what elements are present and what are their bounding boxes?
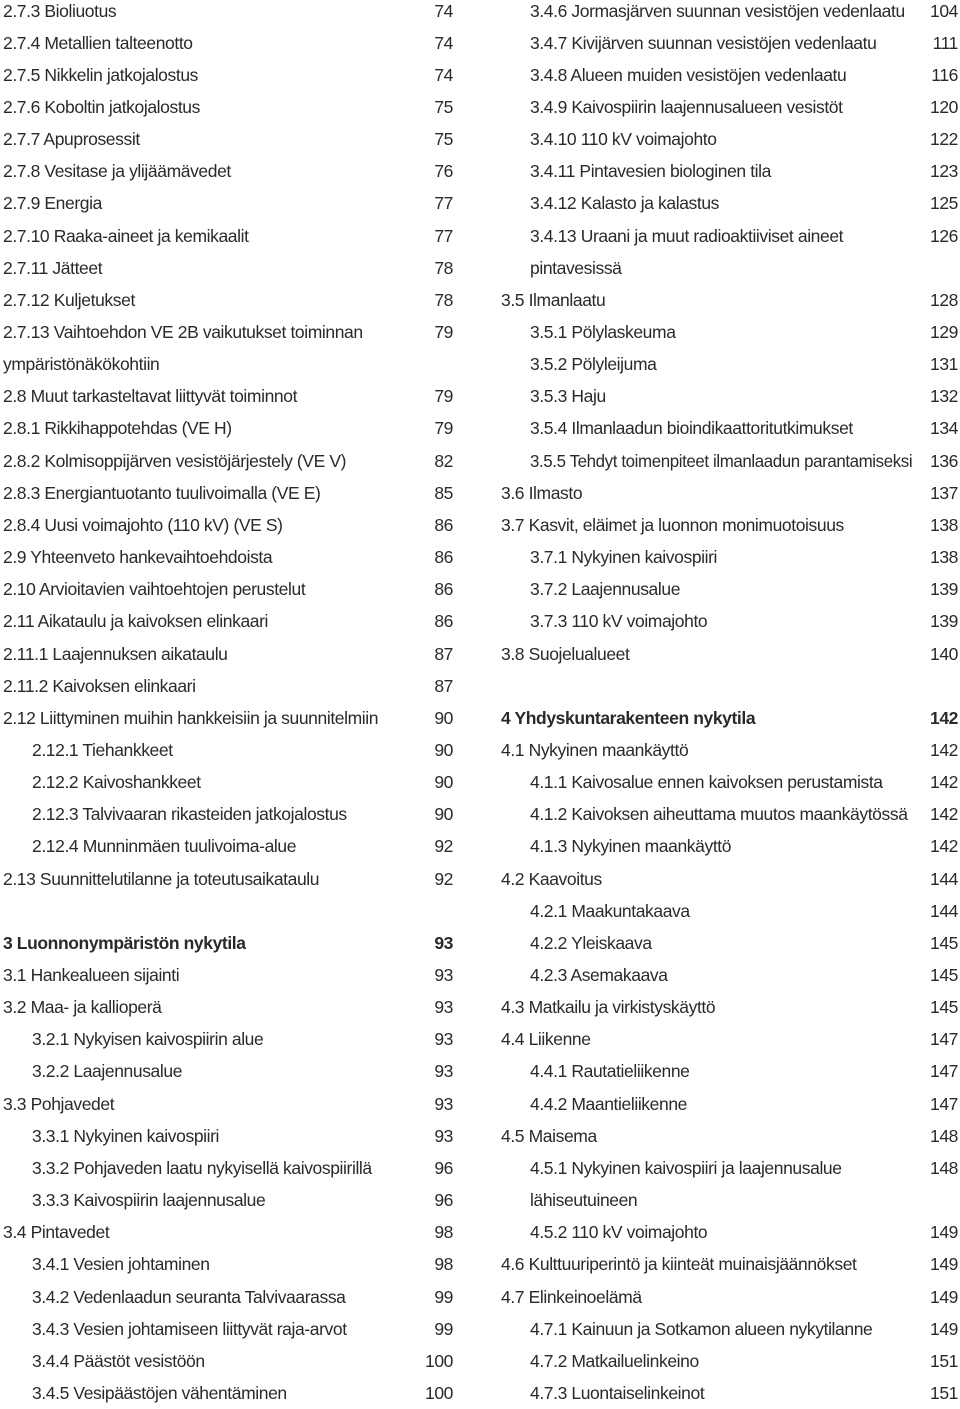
toc-entry-title: 4.2 Kaavoitus [501,868,602,889]
toc-entry-title: 3.5.5 Tehdyt toimenpiteet ilmanlaadun parantamiseksi [530,450,913,471]
toc-entry[interactable] [3,1088,453,1120]
toc-entry-page-number: 74 [434,32,453,53]
toc-entry-page-number: 145 [930,932,958,953]
toc-entry-title: lähiseutuineen [530,1190,638,1211]
toc-entry-page-number: 99 [434,1318,453,1339]
toc-entry[interactable] [3,91,453,123]
toc-entry-page-number: 120 [930,96,958,117]
toc-entry[interactable] [501,1313,958,1345]
toc-entry[interactable] [3,1345,453,1377]
toc-entry-title: 3.8 Suojelualueet [501,643,630,664]
toc-entry-title: 3.3.2 Pohjaveden laatu nykyisellä kaivospiirillä [32,1157,372,1178]
toc-entry-title: 2.8.1 Rikkihappotehdas (VE H) [3,418,232,439]
toc-entry-page-number: 138 [930,547,958,568]
toc-entry-page-number: 144 [930,900,958,921]
toc-entry[interactable] [3,284,453,316]
toc-entry[interactable] [3,1055,453,1087]
toc-entry[interactable] [501,1152,958,1184]
toc-entry-title: 2.7.6 Koboltin jatkojalostus [3,96,200,117]
toc-entry-title: 3.7.3 110 kV voimajohto [530,611,708,632]
toc-entry[interactable] [3,670,453,702]
toc-entry-title: 3.3.1 Nykyinen kaivospiiri [32,1125,220,1146]
toc-entry-page-number: 82 [434,450,453,471]
toc-entry[interactable] [3,220,453,252]
toc-entry[interactable] [3,702,453,734]
toc-entry-continuation[interactable] [3,348,453,380]
toc-entry[interactable] [501,1377,958,1409]
toc-entry-title: 4.4 Liikenne [501,1029,591,1050]
toc-entry-page-number: 148 [930,1125,958,1146]
toc-entry-title: 3.3.3 Kaivospiirin laajennusalue [32,1190,266,1211]
toc-entry-page-number: 151 [930,1350,958,1371]
toc-entry[interactable] [3,605,453,637]
toc-entry[interactable] [501,638,958,670]
toc-entry-title: 2.7.5 Nikkelin jatkojalostus [3,64,199,85]
toc-entry-continuation[interactable] [501,252,958,284]
toc-entry-title: 4.1 Nykyinen maankäyttö [501,739,689,760]
toc-entry[interactable] [501,284,958,316]
toc-entry-title: 2.13 Suunnittelutilanne ja toteutusaikataulu [3,868,320,889]
toc-entry[interactable] [501,412,958,444]
toc-entry-title: 3.1 Hankealueen sijainti [3,965,180,985]
toc-entry[interactable] [501,702,958,734]
toc-entry-title: 3.5.4 Ilmanlaadun bioindikaattoritutkimukset [530,418,853,439]
toc-entry[interactable] [3,959,453,991]
toc-entry-title: 4.4.2 Maantieliikenne [530,1093,687,1114]
toc-entry-title: 2.12.1 Tiehankkeet [32,739,173,760]
toc-entry-title: ympäristönäkökohtiin [3,354,160,375]
toc-entry[interactable] [501,541,958,573]
toc-entry-page-number: 96 [434,1190,453,1211]
toc-entry[interactable] [501,187,958,219]
toc-entry[interactable] [3,991,453,1023]
toc-entry-page-number: 78 [434,257,453,278]
toc-entry-page-number: 78 [434,289,453,310]
toc-entry-page-number: 111 [932,32,958,53]
toc-entry-title: 3.5.3 Haju [530,386,606,407]
toc-entry-page-number: 77 [434,193,453,214]
toc-entry-title: 2.12.3 Talvivaaran rikasteiden jatkojalostus [32,804,347,825]
toc-entry-page-number: 86 [434,611,453,632]
toc-entry-title: 4.3 Matkailu ja virkistyskäyttö [501,997,716,1018]
toc-entry[interactable] [3,477,453,509]
toc-entry[interactable] [3,0,453,27]
toc-entry-title: 3.2 Maa- ja kallioperä [3,997,162,1018]
toc-entry-page-number: 93 [434,932,453,953]
toc-entry[interactable] [501,220,958,252]
toc-entry[interactable] [3,316,453,348]
toc-entry[interactable] [3,863,453,895]
toc-entry[interactable] [501,991,958,1023]
toc-entry[interactable] [501,316,958,348]
toc-entry-title: 2.7.13 Vaihtoehdon VE 2B vaikutukset toiminnan [3,322,363,342]
toc-entry[interactable] [501,959,958,991]
toc-entry[interactable] [3,1248,453,1280]
toc-entry-title: 2.9 Yhteenveto hankevaihtoehdoista [3,547,273,568]
toc-entry-page-number: 77 [434,225,453,246]
toc-entry[interactable] [3,252,453,284]
toc-entry[interactable] [501,605,958,637]
toc-entry-page-number: 142 [930,707,958,728]
toc-entry-page-number: 149 [930,1286,958,1307]
toc-entry[interactable] [3,1184,453,1216]
toc-entry-title: 3.4.10 110 kV voimajohto [530,129,717,150]
toc-entry-title: 4.2.2 Yleiskaava [530,932,652,953]
toc-entry-page-number: 98 [434,1222,453,1243]
toc-entry-title: 3 Luonnonympäristön nykytila [3,932,246,953]
toc-entry-title: 4.7.2 Matkailuelinkeino [530,1350,699,1371]
toc-entry[interactable] [3,509,453,541]
toc-entry-title: 3.5 Ilmanlaatu [501,289,606,310]
toc-entry[interactable] [501,59,958,91]
toc-entry-page-number: 145 [930,965,958,985]
toc-entry-title: 2.7.3 Bioliuotus [3,0,117,21]
toc-entry-page-number: 149 [930,1222,958,1243]
toc-entry-title: 2.8 Muut tarkasteltavat liittyvät toiminnot [3,386,298,407]
toc-entry-page-number: 144 [930,868,958,889]
toc-entry[interactable] [3,798,453,830]
toc-entry-title: 4.5.2 110 kV voimajohto [530,1222,708,1243]
toc-entry-title: 4.2.3 Asemakaava [530,965,668,985]
toc-entry[interactable] [3,830,453,862]
toc-entry-title: 3.2.1 Nykyisen kaivospiirin alue [32,1029,264,1050]
toc-entry-title: 2.7.4 Metallien talteenotto [3,32,193,53]
toc-entry-title: 3.4.2 Vedenlaadun seuranta Talvivaarassa [32,1286,346,1307]
toc-entry-page-number: 125 [930,193,958,214]
toc-entry[interactable] [3,1377,453,1409]
toc-entry-title: 3.4.6 Jormasjärven suunnan vesistöjen vedenlaatu [530,0,905,21]
toc-entry-title: 2.11 Aikataulu ja kaivoksen elinkaari [3,611,269,632]
toc-entry-page-number: 123 [930,161,958,182]
toc-entry-page-number: 136 [930,450,958,471]
toc-entry-title: 4.1.2 Kaivoksen aiheuttama muutos maankäytössä [530,804,908,825]
toc-entry-page-number: 104 [930,0,958,21]
toc-entry-title: 3.4.5 Vesipäästöjen vähentäminen [32,1382,287,1403]
toc-entry-page-number: 93 [434,1061,453,1082]
toc-entry-title: 4.5.1 Nykyinen kaivospiiri ja laajennusalue [530,1157,842,1178]
toc-entry-title: 3.7 Kasvit, eläimet ja luonnon monimuotoisuus [501,514,844,535]
toc-entry-title: 2.10 Arvioitavien vaihtoehtojen perustelut [3,579,306,600]
toc-entry[interactable] [3,59,453,91]
toc-entry-title: 4.7 Elinkeinoelämä [501,1286,642,1307]
toc-entry-page-number: 129 [930,322,958,342]
toc-entry-title: 2.7.11 Jätteet [3,257,103,278]
toc-entry-title: 3.4.3 Vesien johtamiseen liittyvät raja-arvot [32,1318,347,1339]
toc-entry-title: 3.4.9 Kaivospiirin laajennusalueen vesistöt [530,96,843,117]
toc-entry-page-number: 90 [434,739,453,760]
toc-entry-page-number: 131 [930,354,958,375]
toc-entry[interactable] [501,477,958,509]
toc-entry-page-number: 79 [434,386,453,407]
toc-entry[interactable] [501,573,958,605]
toc-entry[interactable] [3,155,453,187]
toc-entry-page-number: 92 [434,836,453,857]
toc-entry-page-number: 85 [434,482,453,503]
toc-entry-title: 3.4.8 Alueen muiden vesistöjen vedenlaatu [530,64,847,85]
toc-entry-page-number: 122 [930,129,958,150]
toc-entry-page-number: 137 [930,482,958,503]
toc-entry-page-number: 142 [930,772,958,793]
toc-entry[interactable] [501,123,958,155]
toc-entry[interactable] [3,766,453,798]
toc-entry[interactable] [3,734,453,766]
toc-entry-title: 2.7.7 Apuprosessit [3,129,140,150]
toc-entry-page-number: 149 [930,1318,958,1339]
toc-entry[interactable] [3,638,453,670]
toc-entry[interactable] [3,573,453,605]
toc-entry-page-number: 147 [930,1061,958,1082]
toc-entry-title: 4.2.1 Maakuntakaava [530,900,690,921]
toc-entry-title: 3.7.1 Nykyinen kaivospiiri [530,547,718,568]
toc-entry[interactable] [501,1248,958,1280]
toc-entry-page-number: 86 [434,514,453,535]
toc-entry-title: 2.7.9 Energia [3,193,102,214]
toc-entry[interactable] [501,895,958,927]
toc-entry-title: 3.3 Pohjavedet [3,1093,115,1114]
toc-entry-title: 2.7.12 Kuljetukset [3,289,135,310]
toc-entry[interactable] [3,1216,453,1248]
toc-entry-title: 2.7.10 Raaka-aineet ja kemikaalit [3,225,249,246]
toc-entry-page-number: 142 [930,804,958,825]
toc-entry-page-number: 90 [434,804,453,825]
toc-entry[interactable] [501,927,958,959]
toc-entry-page-number: 92 [434,868,453,889]
toc-entry[interactable] [501,863,958,895]
toc-entry[interactable] [3,541,453,573]
toc-entry-page-number: 75 [434,96,453,117]
toc-entry-page-number: 86 [434,579,453,600]
toc-entry-page-number: 93 [434,1125,453,1146]
toc-entry[interactable] [3,1281,453,1313]
toc-entry[interactable] [3,1120,453,1152]
toc-entry-page-number: 100 [425,1350,453,1371]
toc-entry[interactable] [501,0,958,27]
toc-entry-title: 3.4 Pintavedet [3,1222,110,1243]
toc-entry[interactable] [501,155,958,187]
toc-entry-page-number: 145 [930,997,958,1018]
toc-entry-page-number: 147 [930,1029,958,1050]
toc-entry-title: 3.4.11 Pintavesien biologinen tila [530,161,771,182]
toc-entry[interactable] [501,445,958,477]
toc-entry-page-number: 74 [434,64,453,85]
toc-entry-title: 3.5.1 Pölylaskeuma [530,322,676,342]
toc-entry-page-number: 139 [930,579,958,600]
toc-entry-title: 4.7.3 Luontaiselinkeinot [530,1382,705,1403]
toc-entry-page-number: 132 [930,386,958,407]
toc-entry-page-number: 93 [434,997,453,1018]
toc-entry[interactable] [3,927,453,959]
toc-entry-title: 3.4.12 Kalasto ja kalastus [530,193,720,214]
toc-entry[interactable] [501,380,958,412]
toc-entry-title: 4.4.1 Rautatieliikenne [530,1061,690,1082]
toc-entry-page-number: 79 [434,322,453,342]
toc-entry[interactable] [501,1088,958,1120]
toc-entry-title: 2.7.8 Vesitase ja ylijäämävedet [3,161,231,182]
toc-entry-page-number: 75 [434,129,453,150]
toc-entry-page-number: 116 [931,64,958,85]
toc-entry-title: 2.11.1 Laajennuksen aikataulu [3,643,228,664]
toc-entry[interactable] [3,27,453,59]
toc-entry-title: 2.12.4 Munninmäen tuulivoima-alue [32,836,297,857]
toc-entry[interactable] [501,798,958,830]
toc-entry-page-number: 134 [930,418,958,439]
toc-entry-title: 2.8.2 Kolmisoppijärven vesistöjärjestely (VE V) [3,450,347,471]
toc-entry-title: 2.11.2 Kaivoksen elinkaari [3,675,196,696]
toc-entry[interactable] [3,412,453,444]
toc-entry-title: pintavesissä [530,257,622,278]
toc-entry[interactable] [501,1120,958,1152]
toc-entry-title: 3.2.2 Laajennusalue [32,1061,183,1082]
toc-entry[interactable] [3,187,453,219]
toc-entry-page-number: 142 [930,836,958,857]
toc-entry[interactable] [501,91,958,123]
toc-entry-title: 4.5 Maisema [501,1125,597,1146]
toc-entry-page-number: 100 [425,1382,453,1403]
toc-entry[interactable] [501,27,958,59]
toc-entry-title: 4 Yhdyskuntarakenteen nykytila [501,707,756,728]
toc-entry-page-number: 93 [434,1093,453,1114]
toc-entry-title: 4.7.1 Kainuun ja Sotkamon alueen nykytilanne [530,1318,873,1339]
toc-entry-title: 4.1.3 Nykyinen maankäyttö [530,836,732,857]
toc-entry-page-number: 93 [434,1029,453,1050]
toc-entry-page-number: 128 [930,289,958,310]
toc-entry-page-number: 99 [434,1286,453,1307]
toc-entry-page-number: 138 [930,514,958,535]
toc-entry-title: 2.8.4 Uusi voimajohto (110 kV) (VE S) [3,514,283,535]
toc-entry-page-number: 76 [434,161,453,182]
toc-entry-title: 4.1.1 Kaivosalue ennen kaivoksen perustamista [530,772,883,793]
toc-entry-title: 3.4.7 Kivijärven suunnan vesistöjen vedenlaatu [530,32,877,53]
toc-entry-title: 4.6 Kulttuuriperintö ja kiinteät muinaisjäännökset [501,1254,857,1275]
toc-entry[interactable] [3,1152,453,1184]
toc-entry[interactable] [3,123,453,155]
toc-entry-title: 3.7.2 Laajennusalue [530,579,681,600]
toc-entry[interactable] [501,1345,958,1377]
toc-entry[interactable] [3,445,453,477]
toc-entry[interactable] [501,734,958,766]
toc-entry[interactable] [501,1216,958,1248]
toc-entry-page-number: 140 [930,643,958,664]
toc-entry[interactable] [3,1313,453,1345]
toc-entry-page-number: 147 [930,1093,958,1114]
toc-entry-page-number: 87 [434,675,453,696]
toc-entry-page-number: 90 [434,772,453,793]
toc-entry-page-number: 126 [930,225,958,246]
toc-entry-page-number: 148 [930,1157,958,1178]
toc-entry-page-number: 139 [930,611,958,632]
toc-entry-page-number: 74 [434,0,453,21]
toc-entry[interactable] [501,1023,958,1055]
toc-entry-continuation[interactable] [501,1184,958,1216]
toc-entry-title: 3.5.2 Pölyleijuma [530,354,657,375]
toc-entry[interactable] [501,348,958,380]
toc-entry[interactable] [501,766,958,798]
toc-entry-page-number: 79 [434,418,453,439]
toc-entry-page-number: 149 [930,1254,958,1275]
toc-entry-page-number: 142 [930,739,958,760]
toc-entry[interactable] [3,1023,453,1055]
toc-entry-title: 2.12.2 Kaivoshankkeet [32,772,201,793]
toc-entry-page-number: 151 [930,1382,958,1403]
toc-entry-page-number: 87 [434,643,453,664]
toc-entry[interactable] [501,1281,958,1313]
toc-entry-title: 2.12 Liittyminen muihin hankkeisiin ja suunnitelmiin [3,707,379,728]
toc-entry-title: 3.4.4 Päästöt vesistöön [32,1350,205,1371]
toc-entry-page-number: 98 [434,1254,453,1275]
toc-entry-page-number: 90 [434,707,453,728]
toc-entry-title: 2.8.3 Energiantuotanto tuulivoimalla (VE E) [3,482,321,503]
toc-entry-page-number: 93 [434,965,453,985]
toc-entry-page-number: 86 [434,547,453,568]
toc-entry[interactable] [501,830,958,862]
toc-entry[interactable] [3,380,453,412]
toc-entry-title: 3.6 Ilmasto [501,482,583,503]
toc-entry-title: 3.4.1 Vesien johtaminen [32,1254,210,1275]
toc-entry[interactable] [501,509,958,541]
toc-entry-title: 3.4.13 Uraani ja muut radioaktiiviset aineet [530,225,844,246]
toc-entry[interactable] [501,1055,958,1087]
toc-entry-page-number: 96 [434,1157,453,1178]
